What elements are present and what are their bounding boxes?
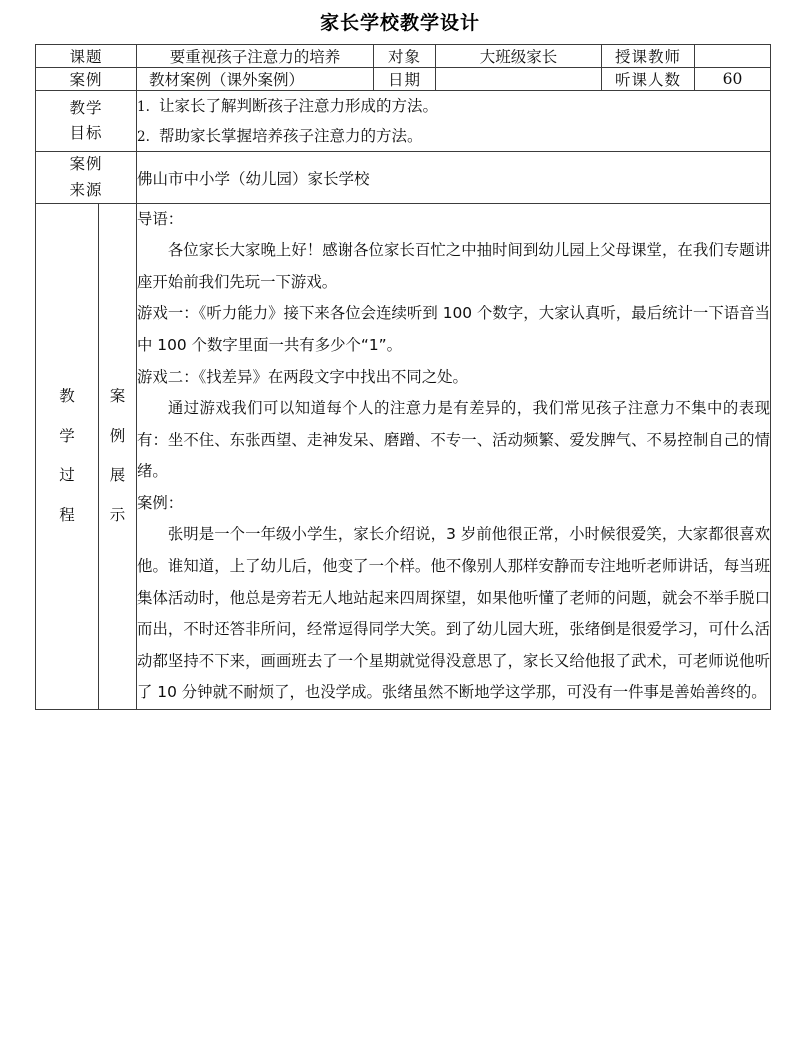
label-case-source <box>36 152 137 203</box>
label-source-line2: 来源 <box>69 180 103 199</box>
label-case-demonstration <box>99 203 137 709</box>
label-case-type: 案例 <box>36 68 137 91</box>
paragraph-game-one: 游戏一：《听力能力》接下来各位会连续听到 100 个数字，大家认真听，最后统计一下语音当中 100 个数字里面一共有多少个“1”。 <box>137 304 771 354</box>
label-teacher: 授课教师 <box>602 45 695 68</box>
value-case-type: 教材案例（课外案例） <box>137 68 374 91</box>
page-title: 家长学校教学设计 <box>319 12 480 34</box>
vsublabel-char: 案 <box>109 387 126 406</box>
paragraph-game-two: 游戏二：《找差异》在两段文字中找出不同之处。 <box>137 367 468 386</box>
label-teaching-goals <box>36 91 137 152</box>
vlabel-char: 程 <box>59 505 75 524</box>
table-row-goals <box>36 91 771 152</box>
teaching-process-body <box>137 203 771 709</box>
value-attendance: 60 <box>695 68 771 91</box>
label-audience: 对象 <box>374 45 436 68</box>
label-topic: 课题 <box>36 45 137 68</box>
vlabel-char: 过 <box>59 466 75 485</box>
list-item <box>137 91 770 121</box>
paragraph-case-story: 张明是一个一年级小学生，家长介绍说，3 岁前他很正常，小时候很爱笑，大家都很喜欢他。谁知道，上了幼儿后，他变了一个样。他不像别人那样安静而专注地听老师讲话，每当班集体活动时，他总是旁若无人地站起来四周探望，如果他听懂了老师的问题，就会不举手脱口而出，不时还答非所问，经常逗得同学大笑。到了幼儿园大班，张绪倒是很爱学习，可什么活动都坚持不下来，画画班去了一个星期就觉得没意思了，家长又给他报了武术，可老师说他听了 10 分钟就不耐烦了，也没学成。张绪虽然不断地学这学那，可没有一件事是善始善终的。 <box>137 525 771 702</box>
vsublabel-char: 展 <box>109 466 126 485</box>
label-goals-line1: 教学 <box>69 99 103 118</box>
goal-number: 2. <box>137 129 150 146</box>
value-date <box>436 68 602 91</box>
value-case-source: 佛山市中小学（幼儿园）家长学校 <box>137 152 771 203</box>
goal-number: 1. <box>137 99 150 115</box>
label-goals-line2: 目标 <box>69 124 103 143</box>
table-row-case-date <box>36 68 771 91</box>
teaching-goals-list <box>137 91 771 152</box>
goal-text: 让家长了解判断孩子注意力形成的方法。 <box>159 97 439 115</box>
paragraph-greeting: 各位家长大家晚上好！感谢各位家长百忙之中抽时间到幼儿园上父母课堂，在我们专题讲座开始前我们先玩一下游戏。 <box>137 241 771 291</box>
label-date: 日期 <box>374 68 436 91</box>
vsublabel-char: 例 <box>109 426 126 445</box>
label-source-line1: 案例 <box>69 155 103 174</box>
paragraph-case-heading: 案例： <box>137 493 184 512</box>
paragraph-intro-heading: 导语： <box>137 209 184 228</box>
paragraph-attention-signs: 通过游戏我们可以知道每个人的注意力是有差异的，我们常见孩子注意力不集中的表现有：坐不住、东张西望、走神发呆、磨蹭、不专一、活动频繁、爱发脾气、不易控制自己的情绪。 <box>137 399 771 481</box>
table-row-teaching-process <box>36 203 771 709</box>
label-attendance: 听课人数 <box>602 68 695 91</box>
list-item <box>137 121 770 151</box>
value-audience: 大班级家长 <box>436 45 602 68</box>
label-teaching-process <box>36 203 99 709</box>
lesson-plan-table <box>35 44 771 710</box>
vlabel-char: 学 <box>59 426 75 445</box>
lesson-plan-table-wrapper <box>0 44 800 710</box>
goal-text: 帮助家长掌握培养孩子注意力的方法。 <box>159 127 423 146</box>
vsublabel-char: 示 <box>109 505 126 524</box>
value-teacher <box>695 45 771 68</box>
table-row-case-source <box>36 152 771 203</box>
table-row-topic <box>36 45 771 68</box>
value-topic: 要重视孩子注意力的培养 <box>137 45 374 68</box>
vlabel-char: 教 <box>59 387 75 406</box>
